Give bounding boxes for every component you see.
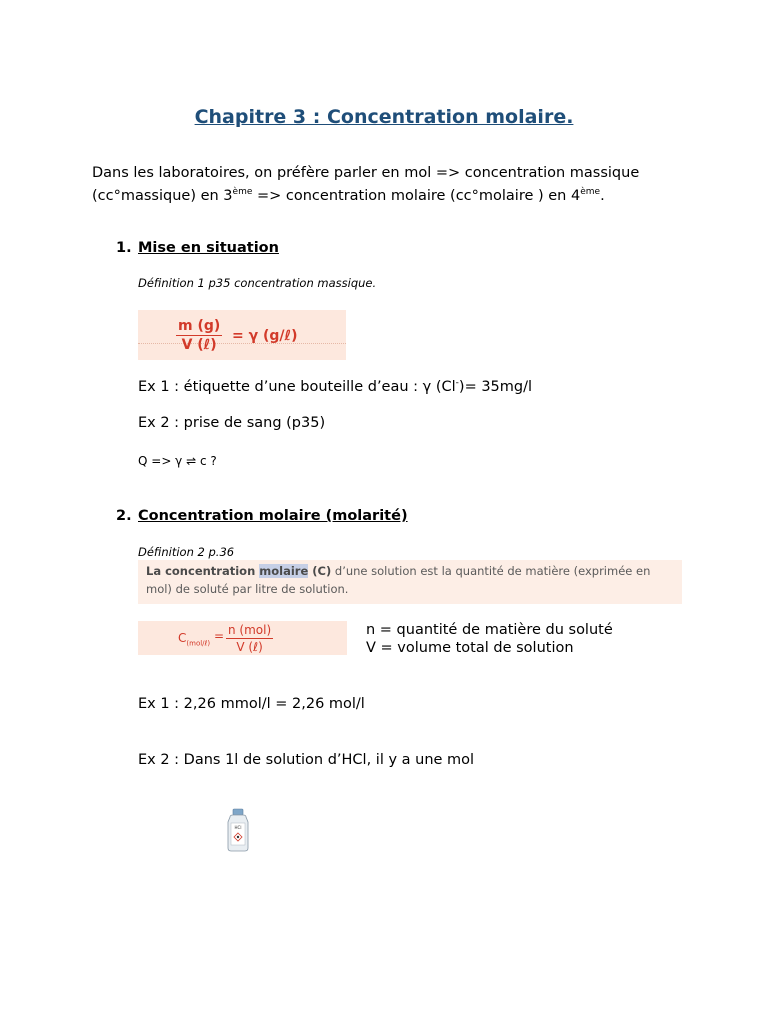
quote-bold-b: (C) xyxy=(308,564,332,578)
formula-2-c: C xyxy=(178,631,187,645)
intro-paragraph xyxy=(92,164,692,206)
intro-line-1: Dans les laboratoires, on préfère parler en mol => concentration massique xyxy=(92,165,640,181)
intro-sup-1: ème xyxy=(232,187,253,197)
section-1-question: Q => γ ⇌ c ? xyxy=(138,454,217,468)
example-1-text-a: Ex 1 : étiquette d’une bouteille d’eau : γ (Cl xyxy=(138,378,456,395)
example-1-sup: - xyxy=(455,378,459,388)
bottle-label: HCl xyxy=(234,825,242,830)
definition-quote-box xyxy=(138,560,682,604)
section-1-example-1 xyxy=(138,378,532,395)
formula-1-fraction xyxy=(176,318,222,353)
section-1-heading xyxy=(116,240,279,256)
section-1-example-2: Ex 2 : prise de sang (p35) xyxy=(138,415,326,431)
formula-2-eq: = xyxy=(214,629,225,643)
formula-molar-concentration xyxy=(138,621,347,655)
section-1-number: 1. xyxy=(116,240,132,256)
intro-line-2b: => concentration molaire (cc°molaire ) en 4 xyxy=(252,187,581,204)
section-2-heading xyxy=(116,508,408,524)
intro-line-2a: (cc°massique) en 3 xyxy=(92,187,233,204)
formula-2-fraction xyxy=(226,623,273,654)
page-title: Chapitre 3 : Concentration molaire. xyxy=(194,106,574,128)
quote-highlight: molaire xyxy=(259,564,309,578)
legend-v: V = volume total de solution xyxy=(366,640,574,656)
intro-sup-2: ème xyxy=(580,187,601,197)
quote-bold-a: La concentration xyxy=(146,564,260,578)
section-2-example-2: Ex 2 : Dans 1l de solution d’HCl, il y a une mol xyxy=(138,752,475,768)
section-2-number: 2. xyxy=(116,508,132,524)
definition-2: Définition 2 p.36 xyxy=(138,545,235,559)
formula-1-denominator: V (ℓ) xyxy=(181,337,217,353)
example-1-text-b: )= 35mg/l xyxy=(458,378,533,395)
intro-line-2c: . xyxy=(600,187,605,204)
legend-n: n = quantité de matière du soluté xyxy=(366,622,613,638)
hcl-bottle-icon xyxy=(224,808,252,852)
definition-1: Définition 1 p35 concentration massique. xyxy=(138,276,377,290)
formula-2-sub: (mol/ℓ) xyxy=(186,639,211,648)
quote-rest: d’une solution est la quantité de matière (exprimée en mol) de soluté par litre de solution. xyxy=(146,564,651,596)
formula-mass-concentration xyxy=(138,310,346,360)
formula-2-denominator: V (ℓ) xyxy=(236,640,263,654)
formula-2-numerator: n (mol) xyxy=(228,623,272,637)
formula-1-numerator: m (g) xyxy=(178,318,221,334)
section-1-title: Mise en situation xyxy=(138,240,279,256)
section-2-example-1: Ex 1 : 2,26 mmol/l = 2,26 mol/l xyxy=(138,696,365,712)
formula-1-result: = γ (g/ℓ) xyxy=(232,328,298,344)
section-2-title: Concentration molaire (molarité) xyxy=(138,508,408,524)
formula-2-lhs xyxy=(178,631,210,647)
